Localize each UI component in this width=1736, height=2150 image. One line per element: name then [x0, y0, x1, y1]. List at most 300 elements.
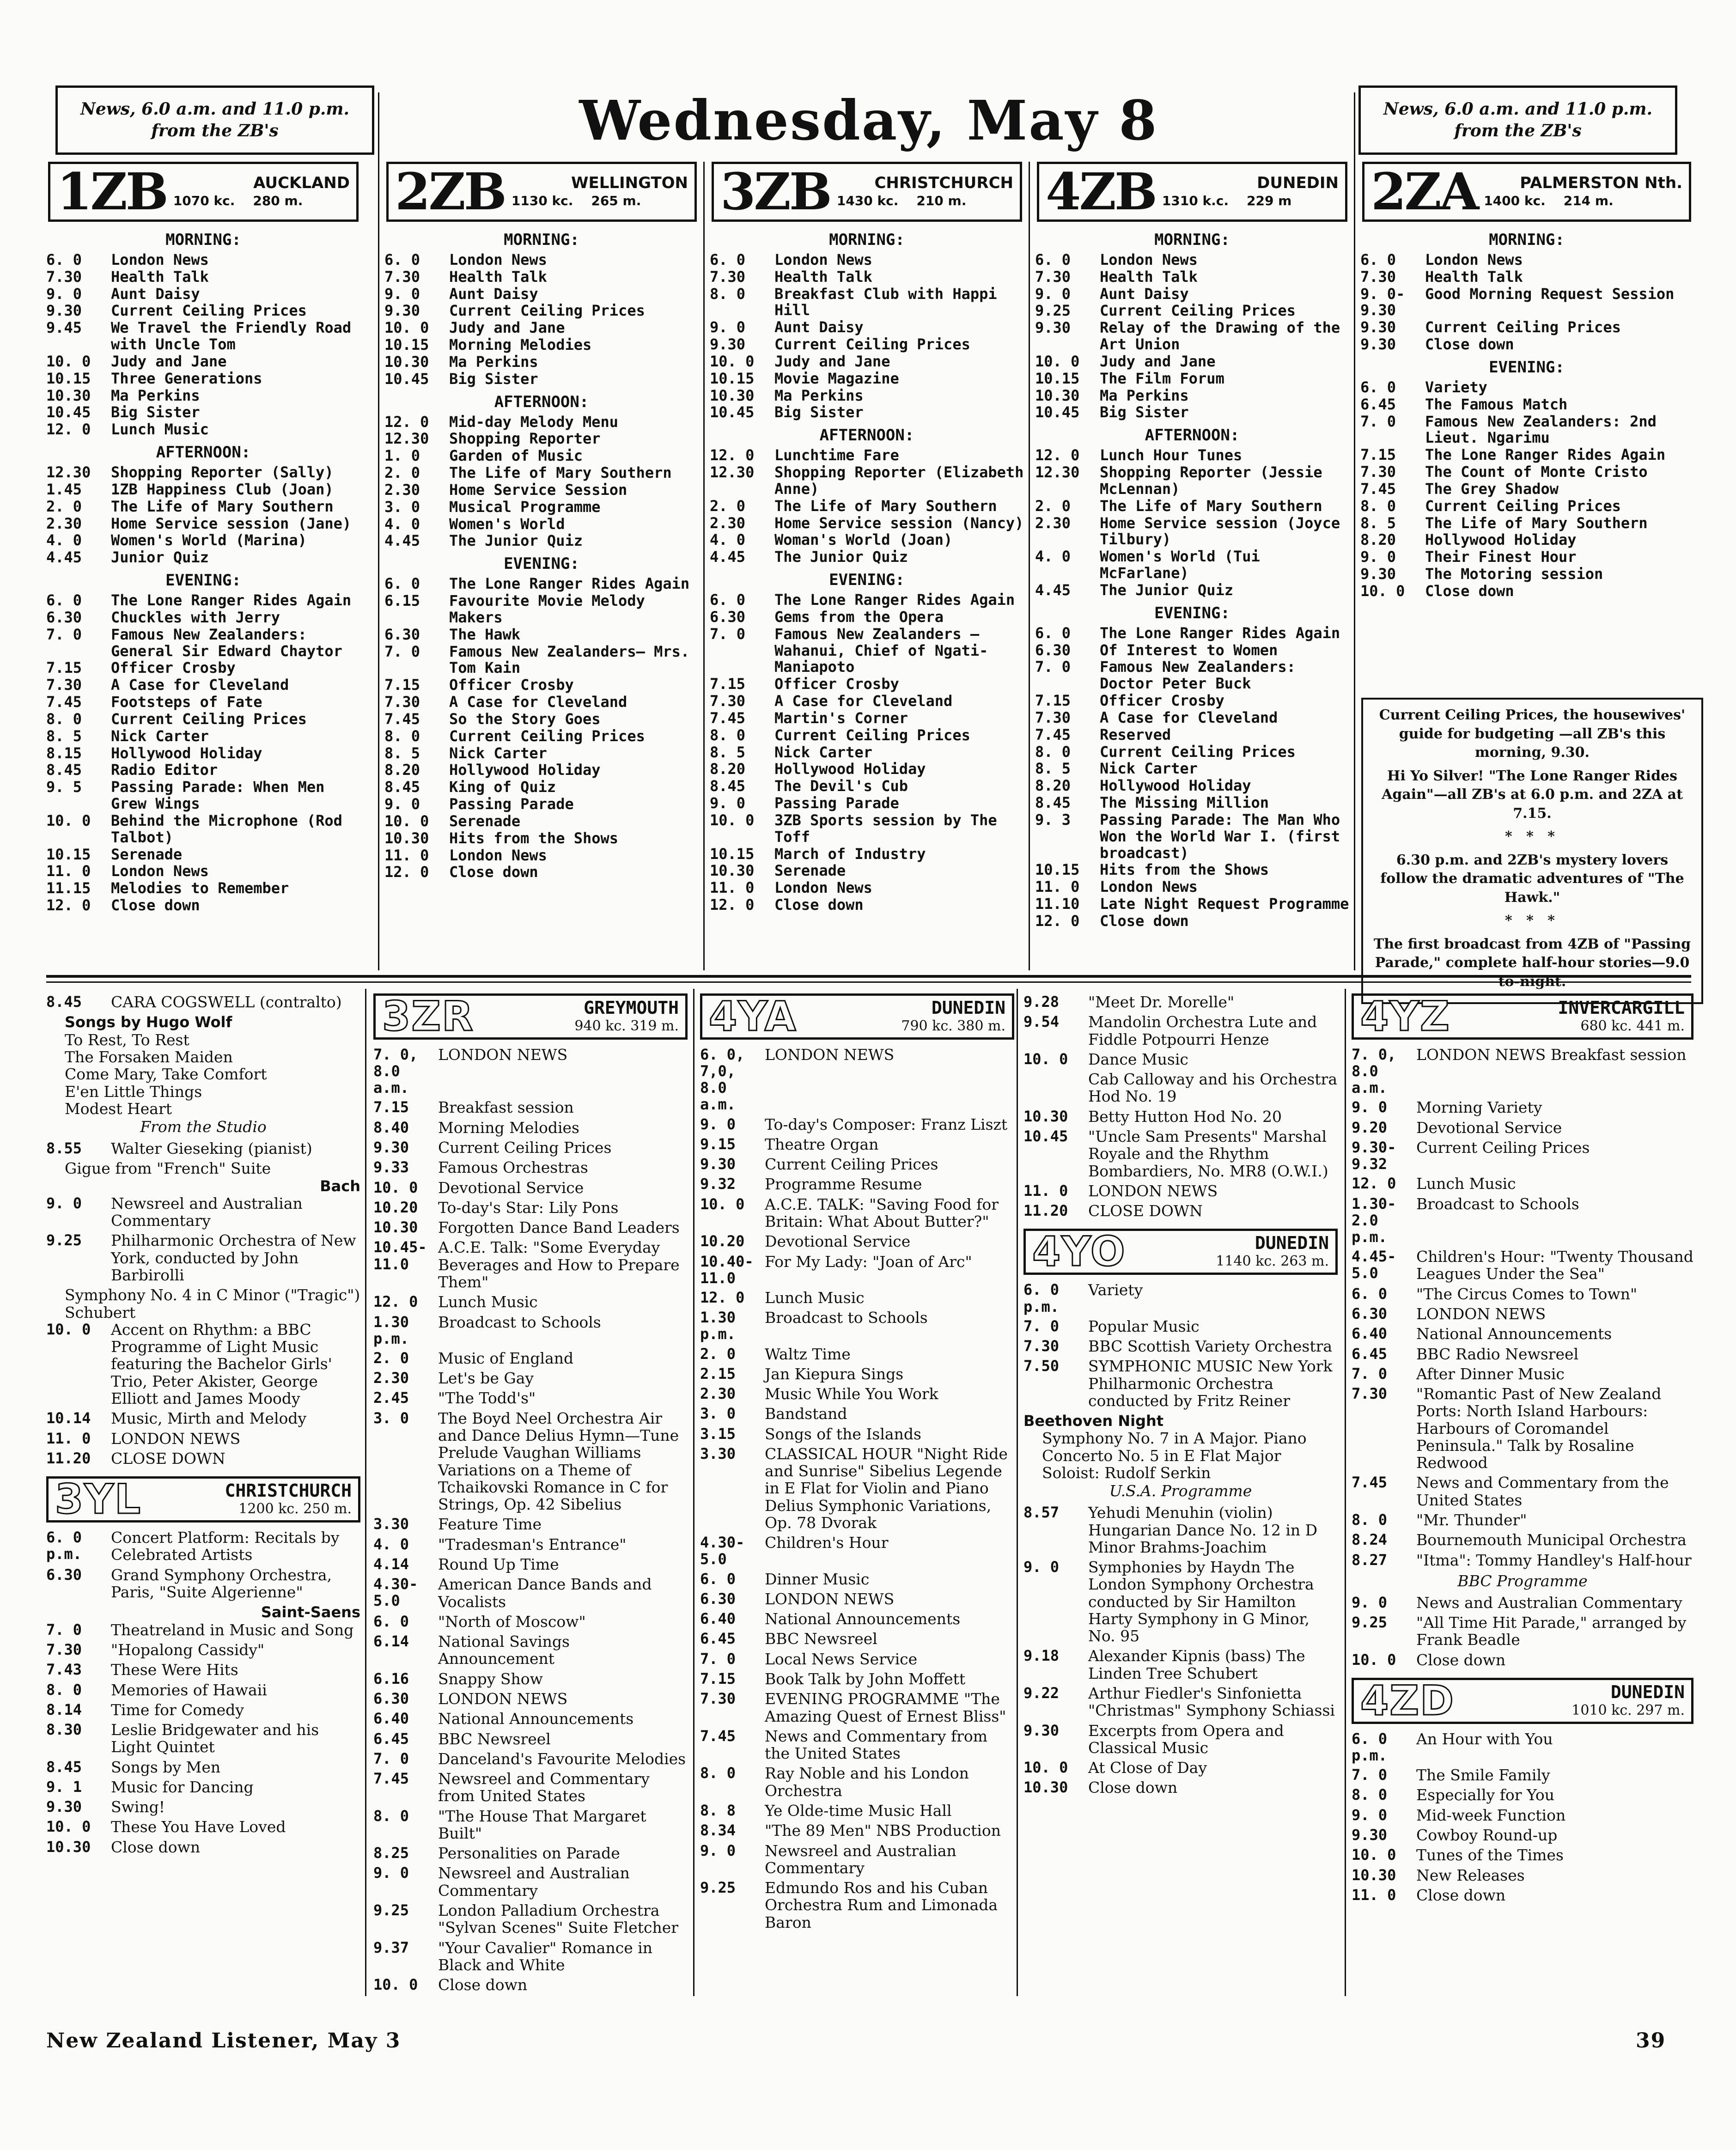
programme-title: Jan Kiepura Sings [765, 1364, 904, 1383]
programme-title: Ma Perkins [1100, 386, 1189, 404]
programme-time: 9.30-9.32 [1352, 1139, 1396, 1173]
programme-title: Junior Quiz [111, 548, 209, 566]
programme-time: 10. 0 [1023, 1050, 1068, 1068]
programme-item [700, 1534, 1014, 1567]
programme-time: 8. 0 [700, 1764, 736, 1782]
station-call: 3ZB [720, 162, 830, 221]
programme-title: The Famous Match [1425, 395, 1568, 413]
programme-time: 9. 0 [46, 1194, 82, 1212]
programme-title: BBC Newsreel [765, 1630, 877, 1648]
programme-title: Women's World [449, 515, 565, 533]
programme-title: To-day's Star: Lily Pons [438, 1198, 619, 1217]
highlight-4: The first broadcast from 4ZB of "Passing Parade," complete half-hour stories—9.0 to-night. [1373, 936, 1691, 990]
programme-item [373, 1314, 688, 1347]
programme-time: 7.15 [384, 676, 420, 694]
programme-title: Let's be Gay [438, 1369, 534, 1388]
programme-item [700, 1405, 1014, 1422]
programme-item [700, 1728, 1014, 1762]
programme-title: Favourite Movie Melody Makers [449, 592, 645, 626]
programme-item [46, 286, 360, 303]
station-frequency: 680 kc. 441 m. [1580, 1017, 1685, 1034]
programme-item [1360, 583, 1693, 600]
programme-time: 2. 0 [373, 1349, 409, 1367]
station-city: CHRISTCHURCH [225, 1480, 352, 1501]
programme-item [1023, 1281, 1338, 1315]
programme-item [1352, 1385, 1693, 1471]
programme-title: Hits from the Shows [449, 829, 619, 847]
programme-title: Late Night Request Programme [1100, 895, 1349, 913]
programme-time: 8. 8 [700, 1802, 736, 1819]
programme-item [1352, 1346, 1693, 1363]
programme-item [1035, 710, 1349, 726]
programme-title: Yehudi Menuhin (violin) Hungarian Dance No. 12 in D Minor Brahms-Joachim [1088, 1504, 1318, 1556]
programme-item [373, 1159, 688, 1176]
programme-item [1035, 795, 1349, 811]
programme-item [1352, 1474, 1693, 1509]
programme-time: 10.15 [46, 369, 91, 387]
programme-time: 9.30 [1360, 565, 1396, 583]
programme-time: 10.45 [710, 403, 755, 421]
programme-item [1035, 388, 1349, 404]
programme-item [710, 252, 1024, 268]
programme-time: 7. 0 [1352, 1766, 1388, 1784]
programme-title: Lunch Hour Tunes [1100, 446, 1243, 464]
programme-time: 12. 0 [710, 446, 755, 464]
programme-item [373, 1770, 688, 1805]
programme-title: Shopping Reporter (Elizabeth Anne) [774, 463, 1024, 498]
programme-title: Leslie Bridgewater and his Light Quintet [111, 1721, 319, 1756]
programme-title: Morning Melodies [449, 336, 592, 354]
programme-item [373, 1389, 688, 1407]
programme-item [700, 1445, 1014, 1531]
programme-item [700, 1610, 1014, 1627]
programme-title: Hollywood Holiday [1100, 777, 1251, 795]
programme-time: 7.45 [1035, 725, 1071, 743]
programme-time: 6.45 [700, 1630, 736, 1648]
programme-item [1035, 548, 1349, 582]
programme-item [1360, 532, 1693, 548]
programme-item [46, 481, 360, 498]
programme-title: Philharmonic Orchestra of New York, conducted by John Barbirolli [111, 1231, 356, 1285]
programme-time: 6. 0 [1360, 378, 1396, 396]
bottom-column-1 [46, 993, 360, 1996]
programme-title: Close down [1425, 335, 1514, 353]
programme-title: "Itma": Tommy Handley's Half-hour [1416, 1551, 1692, 1569]
programme-item [710, 880, 1024, 896]
programme-title: Judy and Jane [1100, 352, 1216, 370]
programme-time: 10.30 [1352, 1866, 1396, 1884]
programme-title: Bandstand [765, 1405, 847, 1423]
programme-item [700, 1253, 1014, 1286]
programme-title: Theatre Organ [765, 1135, 879, 1153]
programme-item [710, 286, 1024, 319]
programme-item [373, 1939, 688, 1974]
programme-time: 9.25 [700, 1879, 736, 1897]
programme-title: Health Talk [1425, 268, 1523, 286]
programme-item [384, 414, 699, 431]
programme-item [46, 353, 360, 370]
programme-time: 6.30 [710, 608, 746, 626]
programme-title: Cab Calloway and his Orchestra Hod No. 19 [1088, 1070, 1338, 1106]
programme-time: 11. 0 [46, 1429, 91, 1447]
programme-title: A Case for Cleveland [1100, 708, 1278, 726]
programme-time: 9.30 [373, 1139, 409, 1157]
programme-title: Music, Mirth and Melody [111, 1409, 307, 1428]
programme-title: 1ZB Happiness Club (Joan) [111, 480, 334, 498]
programme-time: 3. 0 [384, 498, 420, 516]
programme-title: LONDON NEWS [1088, 1182, 1218, 1200]
programme-time: 9. 0 [1023, 1558, 1060, 1576]
programme-item [700, 1879, 1014, 1931]
programme-time: 10.45-11.0 [373, 1238, 427, 1273]
column-rule [1354, 92, 1355, 970]
programme-title: March of Industry [774, 845, 926, 863]
programme-title: National Savings Announcement [438, 1632, 570, 1668]
programme-item [384, 533, 699, 549]
section-heading: EVENING: [504, 554, 579, 573]
programme-title: Grand Symphony Orchestra, Paris, "Suite Algerienne" [111, 1565, 332, 1601]
programme-item [1023, 1559, 1338, 1644]
programme-item [384, 627, 699, 643]
programme-title: "Meet Dr. Morelle" [1088, 993, 1235, 1011]
programme-title: Shopping Reporter [449, 430, 601, 448]
songs-heading: Songs by Hugo Wolf [65, 1013, 232, 1031]
section-heading: AFTERNOON: [156, 443, 251, 462]
section-heading: EVENING: [1154, 603, 1230, 622]
bbc-programme-note: BBC Programme [1457, 1571, 1588, 1590]
programme-item [46, 269, 360, 286]
programme-item [384, 745, 699, 762]
programme-time: 6.30 [1352, 1304, 1388, 1322]
programme-title: The Film Forum [1100, 369, 1224, 387]
station-city: DUNEDIN [931, 998, 1005, 1018]
programme-title: CLOSE DOWN [1088, 1202, 1203, 1220]
programme-item [46, 694, 360, 711]
programme-title: Chuckles with Jerry [111, 608, 280, 626]
programme-item [1352, 1119, 1693, 1136]
programme-title: "Your Cavalier" Romance in Black and White [438, 1938, 653, 1974]
programme-title: Current Ceiling Prices [111, 710, 307, 728]
programme-time: 1.45 [46, 480, 82, 498]
programme-time: 9.45 [46, 319, 82, 337]
programme-item [46, 627, 360, 660]
programme-item [1035, 693, 1349, 709]
programme-time: 6. 0 [1035, 624, 1071, 642]
station-frequency: 1010 kc. 297 m. [1572, 1702, 1685, 1718]
programme-time: 10. 0 [1352, 1651, 1396, 1669]
programme-time: 8.20 [710, 760, 746, 778]
programme-item [1035, 879, 1349, 895]
programme-item [1035, 269, 1349, 286]
programme-item [46, 1798, 360, 1815]
programme-time: 9. 0 [1035, 285, 1071, 303]
station-call: 4ZB [1046, 162, 1156, 221]
bottom-column-4 [1023, 993, 1338, 1996]
programme-item [1023, 1202, 1338, 1219]
programme-title: The Life of Mary Southern [111, 497, 334, 515]
programme-title: Mid-day Melody Menu [449, 413, 619, 431]
column-rule [365, 989, 366, 1996]
station-frequency: 1140 kc. 263 m. [1216, 1253, 1329, 1270]
programme-time: 10. 0 [1360, 582, 1405, 600]
station-city: GREYMOUTH [584, 998, 679, 1018]
programme-time: 10.15 [1035, 369, 1080, 387]
programme-item [1360, 498, 1693, 515]
programme-item [46, 1701, 360, 1718]
programme-title: Book Talk by John Moffett [765, 1670, 966, 1688]
programme-time: 2.15 [700, 1364, 736, 1383]
programme-item [46, 252, 360, 268]
programme-title: London Palladium Orchestra "Sylvan Scenes" Suite Fletcher [438, 1901, 679, 1937]
station-header-2za [1362, 162, 1691, 222]
station-call: 3YL [55, 1475, 142, 1523]
programme-title: Close down [111, 1838, 201, 1856]
programme-item [46, 532, 360, 549]
programme-title: London News [774, 879, 872, 897]
programme-time: 7. 0, 8.0 a.m. [1352, 1046, 1396, 1097]
programme-time: 10.20 [700, 1232, 745, 1250]
station-frequency: 1200 kc. 250 m. [238, 1501, 352, 1517]
column-rule [703, 162, 705, 970]
star-separator: * * * [1505, 828, 1559, 845]
programme-title: Hollywood Holiday [449, 761, 601, 779]
programme-item [46, 464, 360, 481]
programme-title: Morning Melodies [438, 1118, 579, 1137]
programme-time: 12. 0 [384, 863, 429, 881]
programme-time: 6. 0 [384, 251, 420, 268]
programme-item [700, 1630, 1014, 1647]
programme-time: 11. 0 [1035, 878, 1080, 896]
programme-item [373, 1808, 688, 1842]
programme-title: "The Circus Comes to Town" [1416, 1285, 1638, 1303]
programme-title: The Count of Monte Cristo [1425, 463, 1648, 481]
programme-title: Current Ceiling Prices [1100, 743, 1296, 761]
programme-title: Accent on Rhythm: a BBC Programme of Light Music featuring the Bachelor Girls' Trio, Peter Akister, George Elliott and James Moody [111, 1320, 332, 1408]
programme-title: Arthur Fiedler's Sinfonietta "Christmas" Symphony Schiassi [1088, 1684, 1335, 1720]
programme-time: 9.30 [710, 335, 746, 353]
programme-time: 6.30 [384, 625, 420, 643]
programme-time: 6.30 [700, 1590, 736, 1608]
station-city: AUCKLAND [253, 174, 350, 193]
programme-title: Snappy Show [438, 1669, 543, 1688]
programme-title: Big Sister [1100, 403, 1189, 421]
programme-time: 4. 0 [710, 531, 746, 549]
programme-time: 6.45 [1360, 395, 1396, 413]
programme-item [1352, 1046, 1693, 1096]
programme-item [384, 779, 699, 796]
programme-time: 8. 0 [46, 1681, 82, 1699]
programme-item [710, 710, 1024, 727]
programme-time: 11.15 [46, 879, 91, 897]
programme-item [1023, 1647, 1338, 1682]
programme-item [384, 694, 699, 711]
programme-item [1023, 1685, 1338, 1719]
programme-title: Movie Magazine [774, 369, 899, 387]
programme-time: 11.20 [1023, 1202, 1068, 1220]
programme-time: 10. 0 [46, 1320, 91, 1338]
programme-item [710, 761, 1024, 778]
programme-time: 9.54 [1023, 1013, 1060, 1031]
programme-item [1352, 1552, 1693, 1569]
programme-title: A.C.E. TALK: "Saving Food for Britain: What About Butter?" [765, 1195, 999, 1231]
programme-time: 7.45 [1360, 480, 1396, 498]
programme-item [46, 1681, 360, 1699]
programme-title: Close down [1100, 912, 1189, 930]
programme-time: 10.30 [384, 353, 429, 371]
programme-title: Ye Olde-time Music Hall [765, 1802, 952, 1820]
programme-time: 6. 0 [384, 575, 420, 593]
programme-title: Serenade [774, 862, 846, 880]
programme-time: 9.30 [700, 1155, 736, 1173]
programme-time: 9.30 [1023, 1721, 1060, 1739]
station-frequency: 1070 kc. 280 m. [173, 193, 303, 209]
programme-time: 10. 0 [384, 812, 429, 830]
programme-time: 2. 0 [46, 497, 82, 515]
programme-title: Famous New Zealanders: General Sir Edward Chaytor [111, 625, 342, 660]
programme-time: 6.40 [700, 1610, 736, 1628]
items-group [1352, 1730, 1693, 1904]
programme-item [46, 847, 360, 863]
programme-item [384, 354, 699, 371]
programme-item [700, 1136, 1014, 1153]
programme-title: Swing! [111, 1798, 165, 1816]
programme-title: London News [111, 862, 209, 880]
items-group [700, 1046, 1014, 1931]
programme-title: Hollywood Holiday [774, 760, 926, 778]
programme-time: 1.30 p.m. [373, 1313, 409, 1347]
programme-time: 4.45 [710, 548, 746, 566]
section-heading: EVENING: [1489, 358, 1565, 377]
programme-title: BBC Newsreel [438, 1730, 551, 1748]
news-notice-right: News, 6.0 a.m. and 11.0 p.m. from the ZB's [1358, 85, 1677, 155]
programme-title: London News [1100, 878, 1198, 896]
programme-item [46, 592, 360, 609]
programme-item [46, 1778, 360, 1796]
programme-item [1352, 1285, 1693, 1303]
programme-time: 9.30 [1035, 319, 1071, 337]
programme-title: Big Sister [111, 403, 200, 421]
programme-time: 9. 0 [710, 318, 746, 336]
programme-title: The Lone Ranger Rides Again [1425, 446, 1666, 464]
programme-item [46, 1759, 360, 1776]
programme-item [700, 1842, 1014, 1877]
programme-title: Nick Carter [774, 743, 872, 761]
programme-item [373, 1976, 688, 1993]
programme-item [1035, 659, 1349, 692]
section-heading: EVENING: [829, 571, 905, 590]
programme-item [1352, 1325, 1693, 1342]
programme-title: The Smile Family [1416, 1766, 1550, 1785]
programme-title: The Devil's Cub [774, 777, 908, 795]
programme-time: 10. 0 [46, 811, 91, 829]
programme-time: 7.45 [46, 693, 82, 711]
programme-title: Shopping Reporter (Jessie McLennan) [1100, 463, 1322, 498]
programme-item [1023, 1338, 1338, 1355]
programme-item [384, 431, 699, 447]
section-heading: MORNING: [1154, 231, 1230, 249]
items-group [46, 1140, 360, 1157]
programme-time: 7.45 [700, 1727, 736, 1745]
programme-time: 9.33 [373, 1158, 409, 1176]
highlight-2: Hi Yo Silver! "The Lone Ranger Rides Again"—all ZB's at 6.0 p.m. and 2ZA at 7.15. [1382, 767, 1683, 822]
programme-item [373, 1902, 688, 1937]
programme-time: 12. 0 [1352, 1175, 1396, 1193]
beethoven-heading: Beethoven Night [1023, 1412, 1164, 1430]
programme-title: Music for Dancing [111, 1778, 254, 1796]
programme-item [1023, 1779, 1338, 1796]
programme-title: Famous New Zealanders: 2nd Lieut. Ngarimu [1425, 412, 1657, 447]
programme-title: Breakfast Club with Happi Hill [774, 285, 997, 319]
programme-item [46, 388, 360, 404]
programme-item [710, 626, 1024, 676]
programme-time: 10.45 [46, 403, 91, 421]
programme-item [46, 320, 360, 353]
song-title: Modest Heart [65, 1099, 172, 1118]
programme-title: The Missing Million [1100, 794, 1269, 812]
programme-time: 8. 0 [373, 1807, 409, 1825]
station-frequency: 940 kc. 319 m. [574, 1017, 679, 1034]
programme-time: 8.25 [373, 1844, 409, 1862]
programme-time: 10. 0 [1023, 1759, 1068, 1777]
section-heading: MORNING: [504, 231, 579, 249]
programme-title: "Uncle Sam Presents" Marshal Royale and the Rhythm Bombardiers, No. MR8 (O.W.I.) [1088, 1127, 1328, 1180]
programme-time: 9.20 [1352, 1118, 1388, 1136]
station-frequency: 1430 kc. 210 m. [836, 193, 967, 209]
programme-title: The Junior Quiz [449, 532, 583, 550]
programme-title: The Life of Mary Southern [1425, 514, 1648, 532]
programme-item [384, 864, 699, 881]
programme-title: Variety [1425, 378, 1487, 396]
station-logo-4ya [700, 993, 1014, 1040]
programme-title: Danceland's Favourite Melodies [438, 1749, 686, 1768]
programme-item [1360, 269, 1693, 286]
programme-title: After Dinner Music [1416, 1364, 1565, 1383]
programme-time: 10. 0 [373, 1178, 418, 1196]
programme-title: Woman's World (Joan) [774, 531, 953, 549]
programme-item [700, 1196, 1014, 1230]
programme-item [373, 1350, 688, 1367]
programme-item [710, 846, 1024, 863]
programme-item [46, 1721, 360, 1756]
programme-time: 8. 0 [384, 727, 420, 745]
programme-item [46, 660, 360, 676]
programme-title: Aunt Daisy [111, 285, 200, 303]
programme-item [700, 1309, 1014, 1342]
programme-title: Current Ceiling Prices [438, 1139, 612, 1157]
programme-title: Lunch Music [1416, 1175, 1516, 1193]
programme-title: Alexander Kipnis (bass) The Linden Tree Schubert [1088, 1647, 1305, 1682]
programme-item [700, 1571, 1014, 1588]
programme-time: 7.30 [1035, 708, 1071, 726]
programme-time: 10.20 [373, 1198, 418, 1216]
programme-title: News and Commentary from the United States [765, 1727, 988, 1763]
song-list [46, 1031, 360, 1117]
programme-title: Radio Editor [111, 761, 218, 779]
programme-item [700, 1385, 1014, 1402]
programme-title: Health Talk [774, 268, 872, 286]
programme-time: 2.30 [700, 1385, 736, 1403]
programme-title: Close down [1416, 1886, 1506, 1904]
programme-item [373, 1845, 688, 1862]
programme-title: "The 89 Men" NBS Production [765, 1821, 1001, 1840]
programme-item [710, 353, 1024, 370]
programme-item [46, 728, 360, 745]
programme-title: Martin's Corner [774, 709, 908, 727]
station-call: 4ZD [1360, 1676, 1455, 1724]
programme-item [710, 388, 1024, 404]
programme-time: 6. 0 p.m. [46, 1529, 82, 1563]
programme-title: Music of England [438, 1349, 574, 1367]
